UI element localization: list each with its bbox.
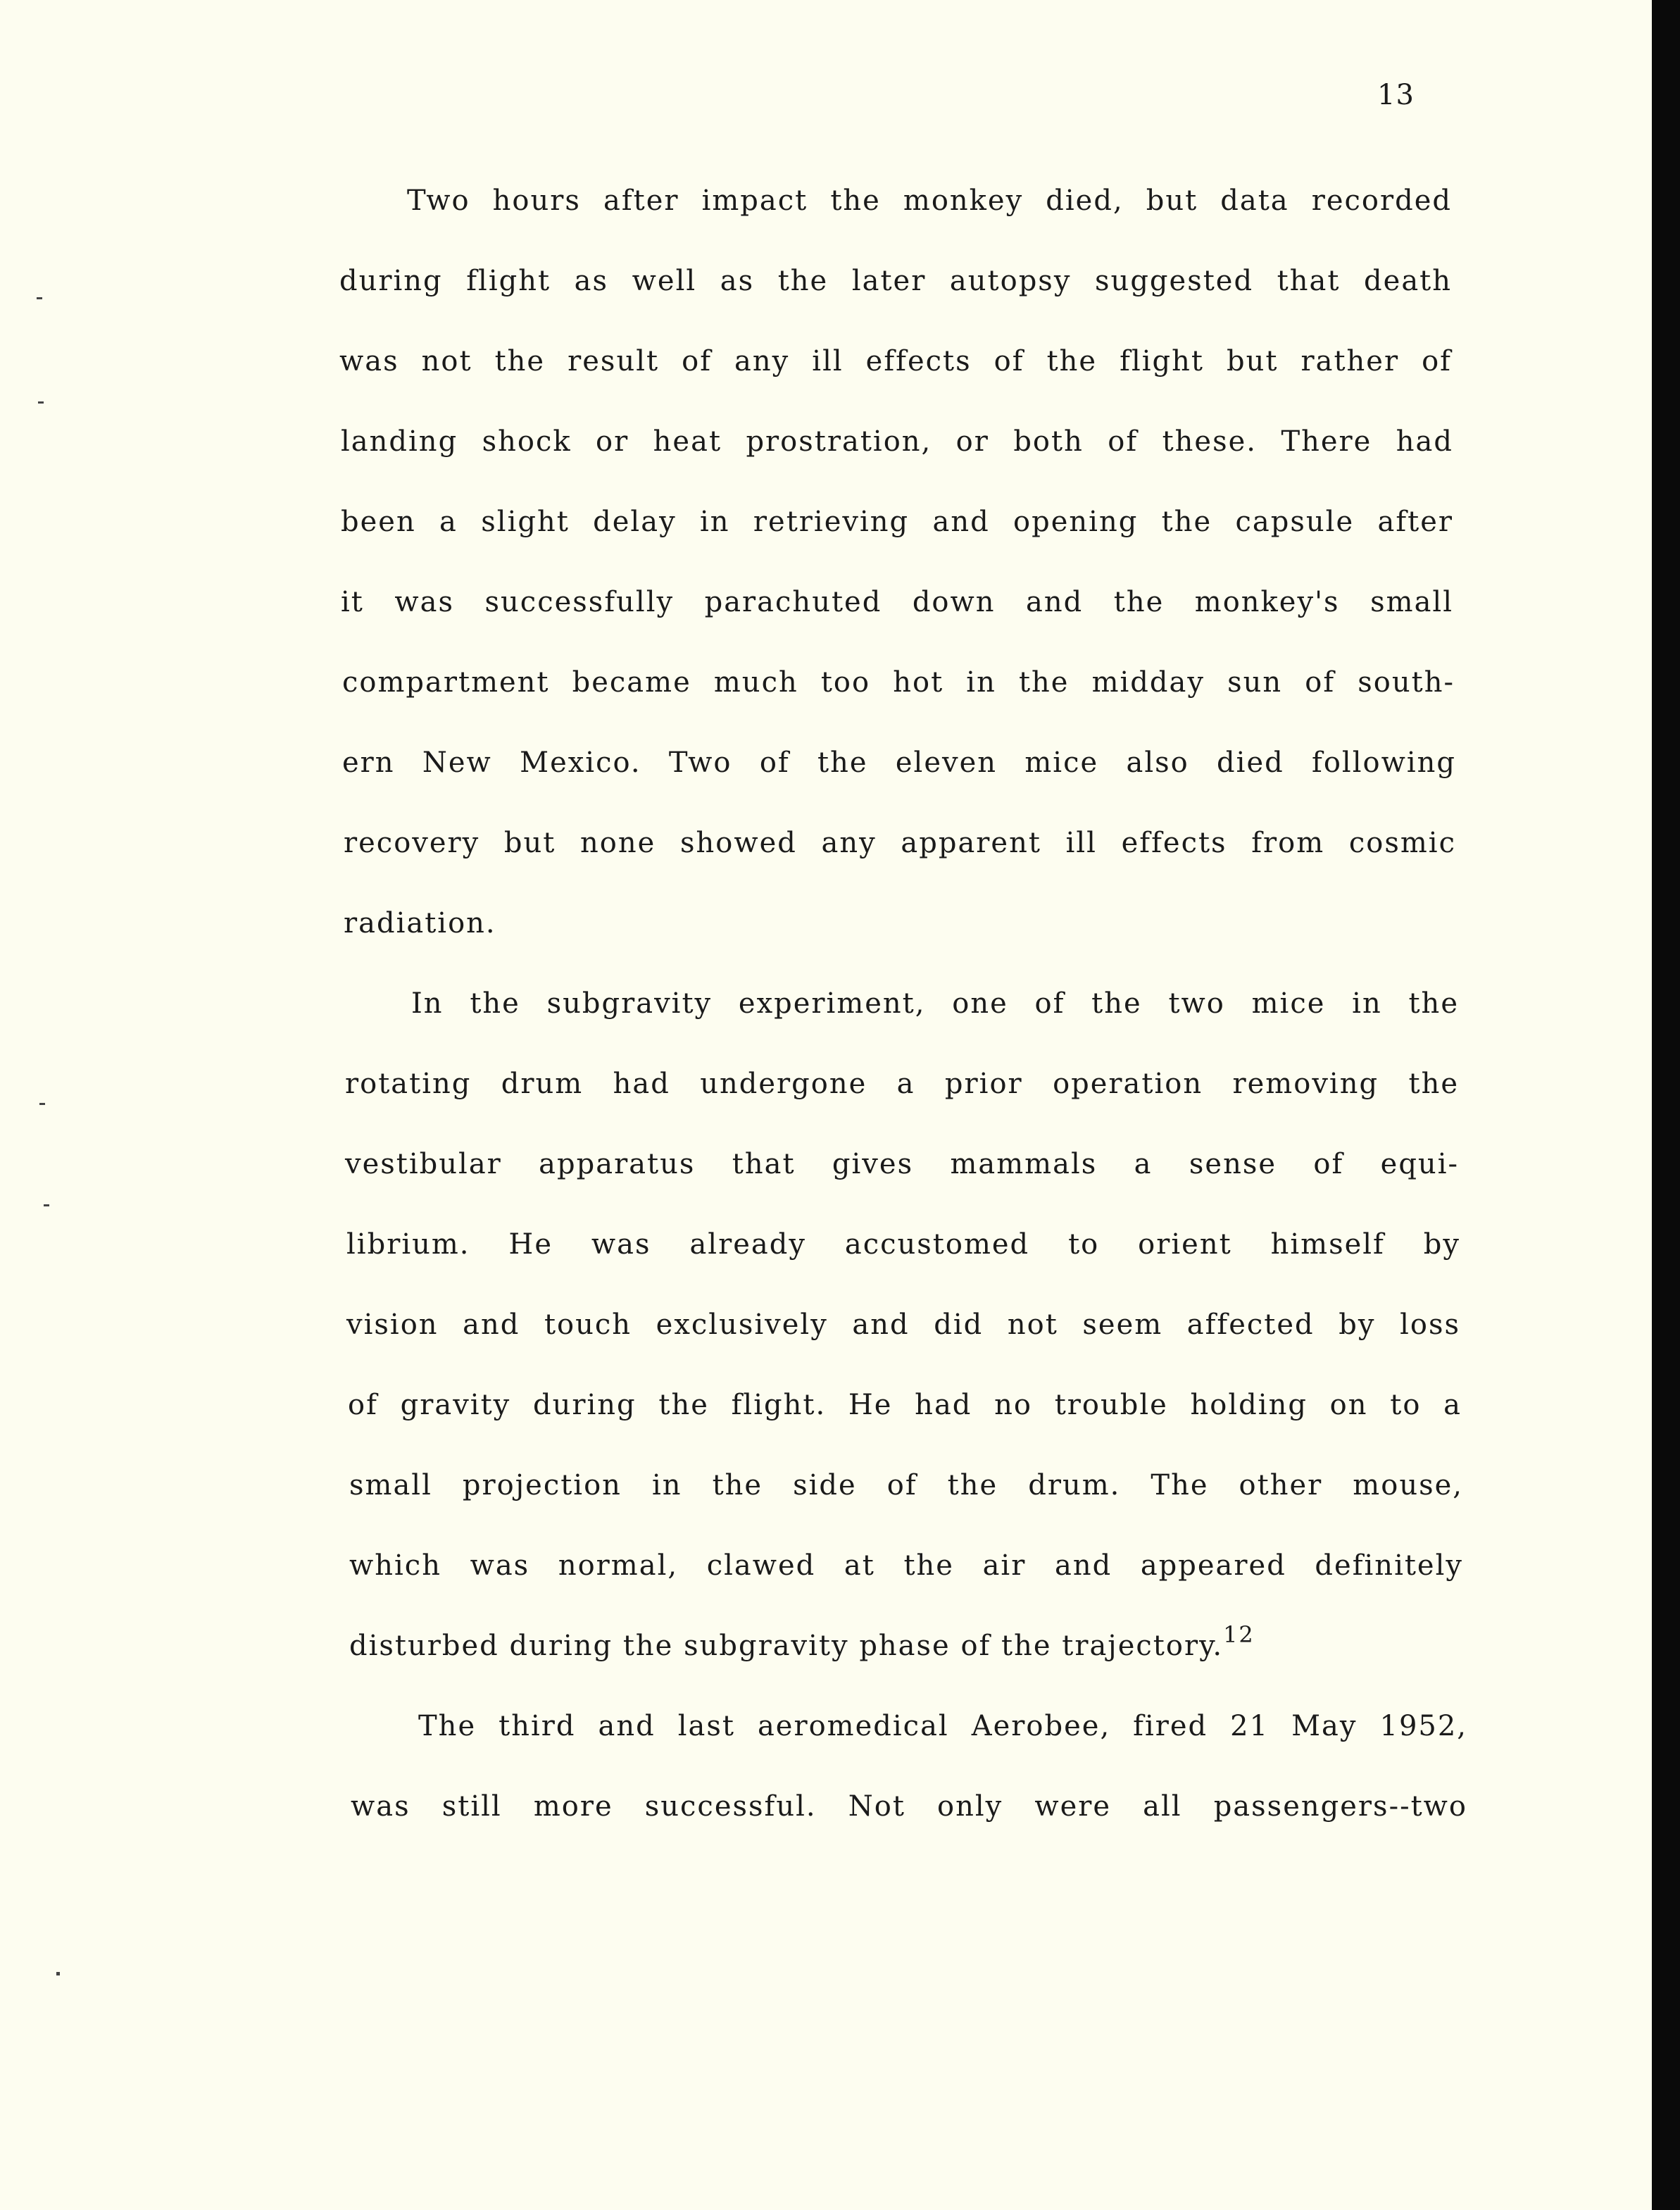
text-line-content: disturbed during the subgravity phase of the trajectory. bbox=[349, 1630, 1224, 1662]
text-line: of gravity during the flight. He had no trouble holding on to a bbox=[348, 1389, 1462, 1421]
page-number: 13 bbox=[1377, 79, 1415, 111]
margin-speck bbox=[37, 297, 42, 299]
scan-edge bbox=[1652, 0, 1680, 2210]
text-line: was not the result of any ill effects of the flight but rather of bbox=[339, 345, 1452, 377]
text-line: ern New Mexico. Two of the eleven mice also died following bbox=[342, 747, 1456, 779]
text-line: it was successfully parachuted down and the monkey's small bbox=[341, 586, 1453, 618]
text-line: which was normal, clawed at the air and appeared definitely bbox=[349, 1549, 1463, 1582]
footnote-reference: 12 bbox=[1223, 1621, 1255, 1648]
text-line: vision and touch exclusively and did not seem affected by loss bbox=[346, 1309, 1460, 1341]
margin-speck bbox=[44, 1204, 49, 1206]
text-line: radiation. bbox=[344, 907, 496, 939]
margin-speck bbox=[38, 401, 44, 404]
margin-speck bbox=[56, 1972, 60, 1975]
text-line: been a slight delay in retrieving and opening the capsule after bbox=[341, 506, 1453, 538]
text-line: rotating drum had undergone a prior operation removing the bbox=[345, 1068, 1459, 1100]
text-line: during flight as well as the later autopsy suggested that death bbox=[339, 265, 1452, 297]
text-line: recovery but none showed any apparent ill effects from cosmic bbox=[344, 827, 1456, 859]
text-line: Two hours after impact the monkey died, but data recorded bbox=[407, 185, 1452, 217]
text-line: was still more successful. Not only were all passengers--two bbox=[351, 1790, 1467, 1823]
text-line: In the subgravity experiment, one of the two mice in the bbox=[411, 987, 1459, 1020]
text-line: The third and last aeromedical Aerobee, fired 21 May 1952, bbox=[418, 1710, 1467, 1742]
text-line bbox=[349, 1621, 1255, 1662]
text-line: small projection in the side of the drum. The other mouse, bbox=[349, 1469, 1463, 1502]
text-line: vestibular apparatus that gives mammals a sense of equi- bbox=[345, 1148, 1459, 1180]
text-line: librium. He was already accustomed to orient himself by bbox=[346, 1228, 1460, 1261]
text-line: compartment became much too hot in the midday sun of south- bbox=[342, 666, 1455, 699]
text-line: landing shock or heat prostration, or both of these. There had bbox=[341, 425, 1453, 458]
margin-speck bbox=[39, 1103, 45, 1105]
